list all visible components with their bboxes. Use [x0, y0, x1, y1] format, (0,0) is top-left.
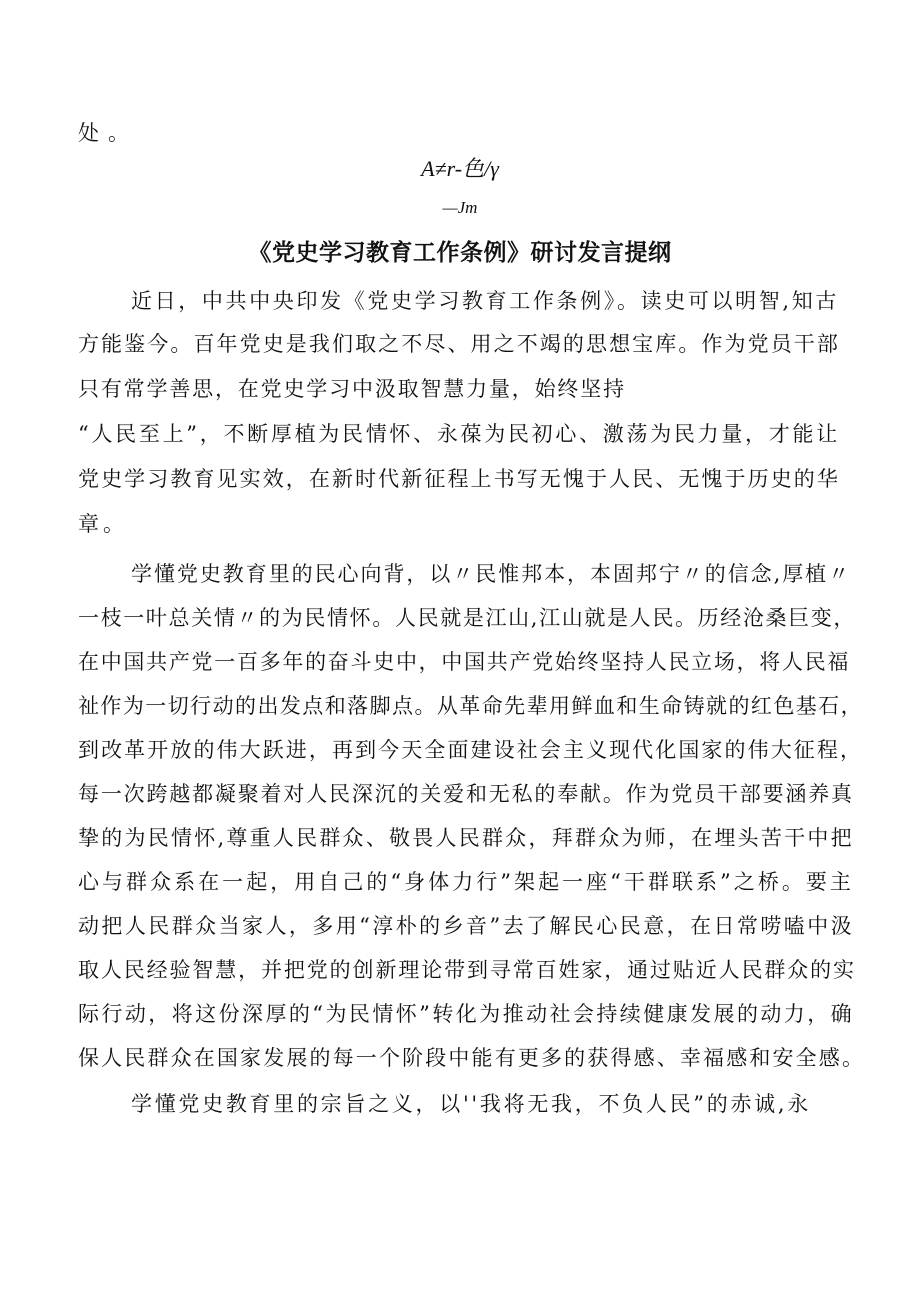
- text-line: “人民至上”，不断厚植为民情怀、永葆为民初心、激荡为民力量，才能让: [78, 422, 840, 446]
- text-line: 学懂党史教育里的民心向背，以〃民惟邦本，本固邦宁〃的信念,厚植〃: [131, 562, 852, 586]
- text-line: 党史学习教育见实效，在新时代新征程上书写无愧于人民、无愧于历史的华: [78, 467, 840, 491]
- text-line: 取人民经验智慧，并把党的创新理论带到寻常百姓家，通过贴近人民群众的实: [78, 958, 856, 982]
- text-line: 近日，中共中央印发《党史学习教育工作条例》。读史可以明智,知古: [131, 289, 840, 313]
- text-line: 一枝一叶总关情〃的为民情怀。人民就是江山,江山就是人民。历经沧桑巨变，: [78, 606, 857, 630]
- text-line: 际行动，将这份深厚的“为民情怀”转化为推动社会持续健康发展的动力，确: [78, 1002, 855, 1026]
- text-line: 章。: [78, 512, 128, 536]
- text-line: 方能鉴今。百年党史是我们取之不尽、用之不竭的思想宝库。作为党员干部: [78, 332, 840, 356]
- text-line: 祉作为一切行动的出发点和落脚点。从革命先辈用鲜血和生命铸就的红色基石，: [78, 694, 864, 718]
- text-line: 动把人民群众当家人，多用“淳朴的乡音”去了解民心民意，在日常唠嗑中汲: [78, 914, 855, 938]
- text-line: 只有常学善思，在党史学习中汲取智慧力量，始终坚持: [78, 377, 626, 401]
- text-line: 处。: [78, 121, 138, 145]
- text-line: 每一次跨越都凝聚着对人民深沉的关爱和无私的奉献。作为党员干部要涵养真: [78, 782, 854, 806]
- text-line: 在中国共产党一百多年的奋斗史中，中国共产党始终坚持人民立场，将人民福: [78, 650, 851, 674]
- document-title: 《党史学习教育工作条例》研讨发言提纲: [248, 240, 672, 266]
- text-line: 保人民群众在国家发展的每一个阶段中能有更多的获得感、幸福感和安全感。: [78, 1046, 866, 1070]
- text-line: 学懂党史教育里的宗旨之义，以''我将无我，不负人民”的赤诚,永: [131, 1092, 811, 1116]
- text-line: 到改革开放的伟大跃进，再到今天全面建设社会主义现代化国家的伟大征程，: [78, 738, 864, 762]
- text-line: 挚的为民情怀,尊重人民群众、敬畏人民群众，拜群众为师，在埋头苦干中把: [78, 826, 854, 850]
- decorative-marking-sub: —Jm: [442, 198, 478, 217]
- decorative-marking: A≠r-色/γ: [421, 156, 499, 181]
- text-line: 心与群众系在一起，用自己的“身体力行”架起一座“干群联系”之桥。要主: [78, 870, 854, 894]
